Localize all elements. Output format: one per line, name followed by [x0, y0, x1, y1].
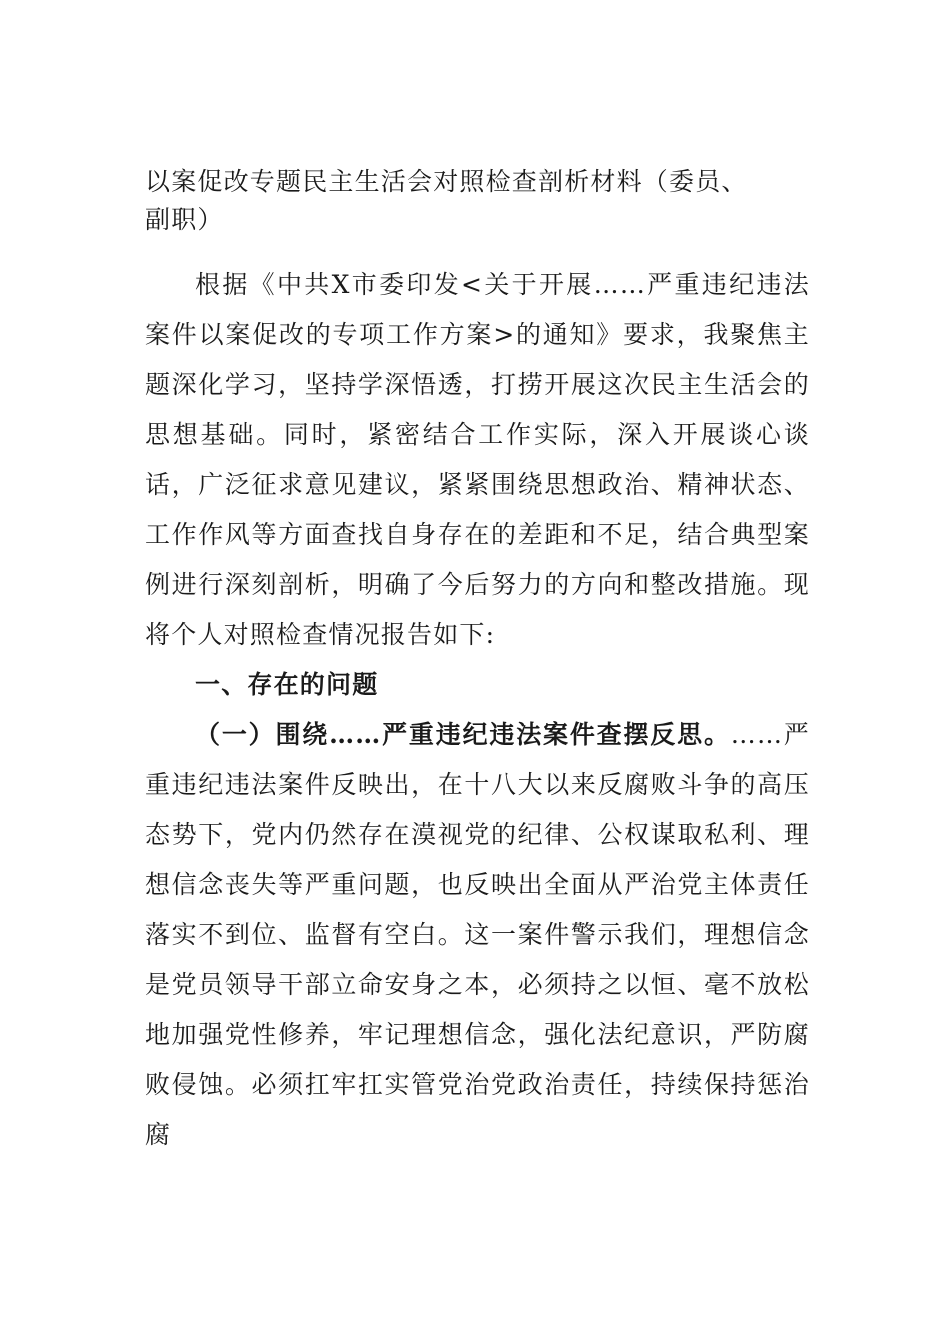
- document-page: [145, 163, 810, 1160]
- intro-paragraph: 根据《中共X市委印发<关于开展……严重违纪违法案件以案促改的专项工作方案>的通知》要求，我聚焦主题深化学习，坚持学深悟透，打捞开展这次民主生活会的思想基础。同时，紧密结合工作实际，深入开展谈心谈话，广泛征求意见建议，紧紧围绕思想政治、精神状态、工作作风等方面查找自身存在的差距和不足，结合典型案例进行深刻剖析，明确了今后努力的方向和整改措施。现将个人对照检查情况报告如下:: [145, 270, 810, 649]
- subsection-paragraph: [145, 710, 810, 1160]
- document-title: 以案促改专题民主生活会对照检查剖析材料（委员、副职）: [145, 167, 748, 234]
- subsection-heading: （一）围绕……严重违纪违法案件查摆反思。: [195, 720, 731, 749]
- subsection-body: ……严重违纪违法案件反映出，在十八大以来反腐败斗争的高压态势下，党内仍然存在漠视党的纪律、公权谋取私利、理想信念丧失等严重问题，也反映出全面从严治党主体责任落实不到位、监督有空白。这一案件警示我们，理想信念是党员领导干部立命安身之本，必须持之以恒、毫不放松地加强党性修养，牢记理想信念，强化法纪意识，严防腐败侵蚀。必须扛牢扛实管党治党政治责任，持续保持惩治腐: [145, 720, 810, 1149]
- section-heading: 一、存在的问题: [195, 670, 379, 699]
